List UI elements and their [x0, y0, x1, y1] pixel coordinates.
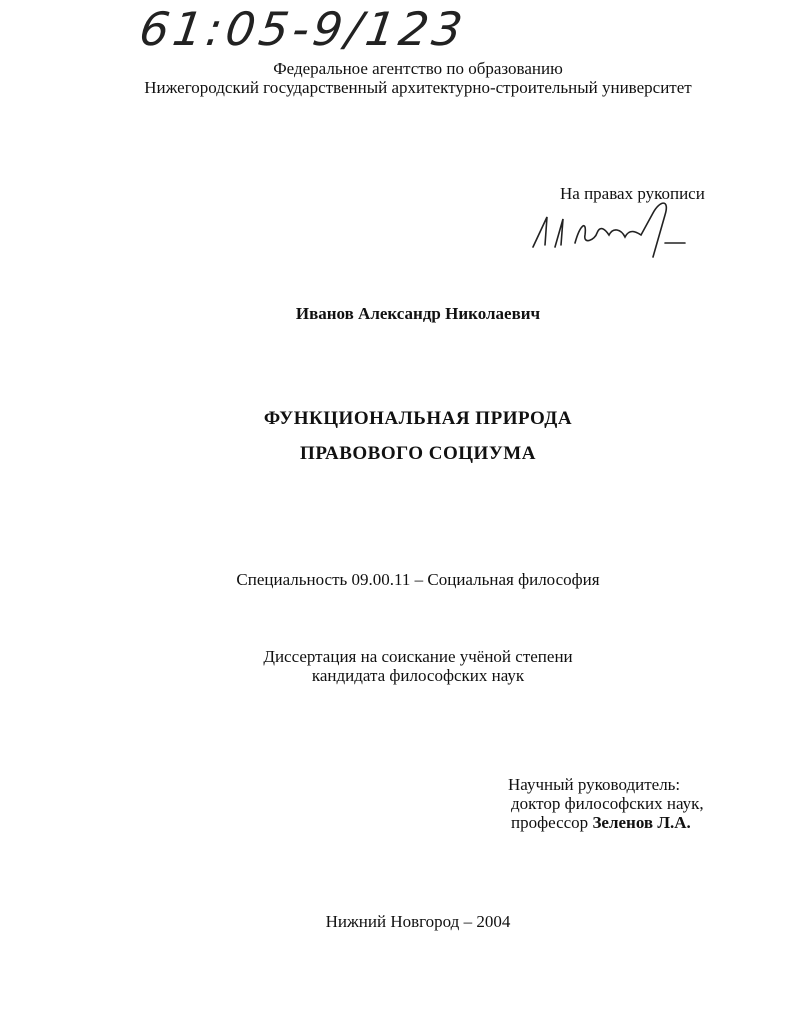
supervisor-name: Зеленов Л.А. [592, 813, 691, 832]
supervisor-title: профессор [511, 813, 589, 832]
author-name: Иванов Александр Николаевич [295, 304, 541, 323]
manuscript-note: На правах рукописи [560, 184, 705, 203]
specialty: Специальность 09.00.11 – Социальная философия [236, 570, 600, 589]
title-line-1: ФУНКЦИОНАЛЬНАЯ ПРИРОДА [263, 408, 573, 429]
university-name: Нижегородский государственный архитектурно-строительный университет [144, 78, 692, 97]
agency-name: Федеральное агентство по образованию [273, 59, 563, 78]
supervisor-line [511, 813, 691, 833]
title-line-2: ПРАВОВОГО СОЦИУМА [300, 443, 536, 464]
signature [525, 195, 705, 265]
supervisor-label: Научный руководитель: [508, 775, 681, 794]
dissertation-line-1: Диссертация на соискание учёной степени [263, 647, 573, 666]
supervisor-degree: доктор философских наук, [511, 794, 704, 813]
handwritten-call-number: 61:05-9/123 [136, 2, 470, 56]
dissertation-line-2: кандидата философских наук [311, 666, 525, 685]
city-year: Нижний Новгород – 2004 [325, 912, 511, 931]
